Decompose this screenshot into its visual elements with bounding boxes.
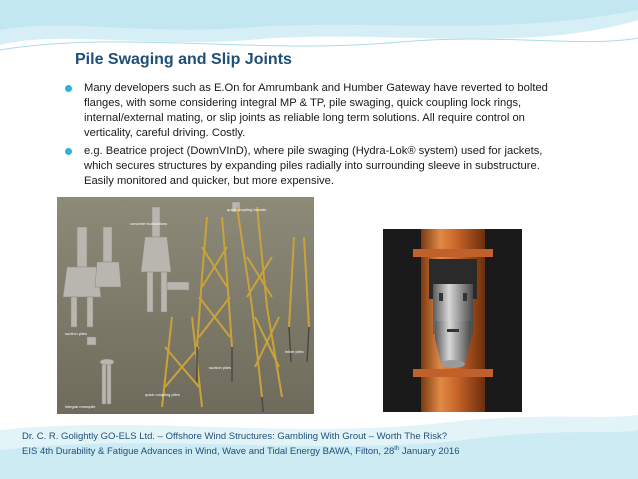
bullet-dot-icon: [65, 85, 72, 92]
footer-line-2-prefix: EIS 4th Durability & Fatigue Advances in Wind, Wave and Tidal Energy BAWA, Filton, 28: [22, 446, 395, 458]
slide-title: Pile Swaging and Slip Joints: [75, 51, 292, 68]
bullet-text: Many developers such as E.On for Amrumbank and Humber Gateway have reverted to bolted flanges, with some considering integral MP & TP, pile swaging, quick coupling lock rings, internal/external mating, or slip joints as reliable long term solutions. All require control on verticality, careful driving. Costly.: [84, 82, 548, 139]
label-integral-monopile: integral monopile: [65, 404, 96, 409]
label-suction-piles-left: suction piles: [65, 331, 88, 336]
label-inline-piles: inline piles: [285, 349, 304, 354]
foundation-concepts-image: [57, 197, 314, 414]
footer-line-2-sup: th: [394, 446, 400, 452]
bullet-item: [64, 144, 564, 189]
footer-citation: [22, 430, 622, 458]
label-quick-coupling-topside: quick coupling topside: [227, 207, 267, 212]
footer-line-1: Dr. C. R. Golightly GO-ELS Ltd. – Offshore Wind Structures: Gambling With Grout – Worth The Risk?: [22, 431, 448, 442]
bullet-list: [64, 81, 564, 192]
label-concrete-foundations: concrete foundations: [130, 221, 168, 226]
bullet-text: e.g. Beatrice project (DownVInD), where pile swaging (Hydra-Lok® system) used for jackets, which secures structures by expanding piles radially into surrounding sleeve in substructure. Easily monitored and quicker, but more expensive.: [84, 145, 543, 187]
footer-line-2: [22, 443, 622, 458]
label-suction-piles-mid: suction piles: [209, 365, 232, 370]
label-quick-coupling-piles: quick coupling piles: [145, 392, 180, 397]
footer-line-2-suffix: January 2016: [399, 446, 460, 458]
bullet-item: [64, 81, 564, 141]
swaging-tool-image: [383, 229, 522, 412]
bullet-dot-icon: [65, 148, 72, 155]
